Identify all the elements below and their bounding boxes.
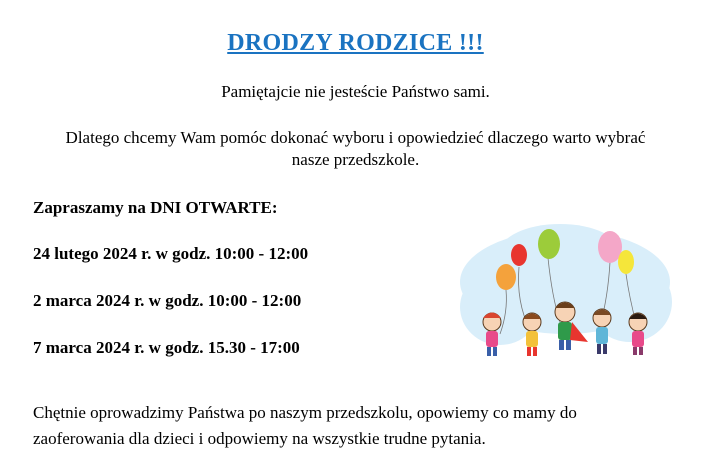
page-title: DRODZY RODZICE !!! — [227, 30, 484, 56]
green-balloon-icon — [538, 229, 560, 259]
date-line-3: 7 marca 2024 r. w godz. 15.30 - 17:00 — [33, 338, 300, 357]
kids-with-balloons-illustration — [460, 222, 672, 364]
closing-paragraph — [33, 400, 577, 452]
invite-heading: Zapraszamy na DNI OTWARTE: — [33, 198, 278, 217]
red-balloon-icon — [511, 244, 527, 266]
closing-line2: zaoferowania dla dzieci i odpowiemy na wszystkie trudne pytania. — [33, 429, 486, 448]
closing-line1: Chętnie oprowadzimy Państwa po naszym przedszkolu, opowiemy co mamy do — [33, 403, 577, 422]
intro-paragraph-line2: nasze przedszkole. — [291, 150, 420, 169]
intro-line: Pamiętajcie nie jesteście Państwo sami. — [221, 82, 490, 101]
intro-paragraph-line1: Dlatego chcemy Wam pomóc dokonać wyboru i opowiedzieć dlaczego warto wybrać — [65, 128, 646, 147]
yellow-balloon-icon — [618, 250, 634, 274]
date-line-2: 2 marca 2024 r. w godz. 10:00 - 12:00 — [33, 291, 302, 310]
pink-balloon-icon — [598, 231, 622, 263]
date-line-1: 24 lutego 2024 r. w godz. 10:00 - 12:00 — [33, 244, 309, 263]
intro-paragraph — [0, 127, 711, 171]
orange-balloon-icon — [496, 264, 516, 290]
